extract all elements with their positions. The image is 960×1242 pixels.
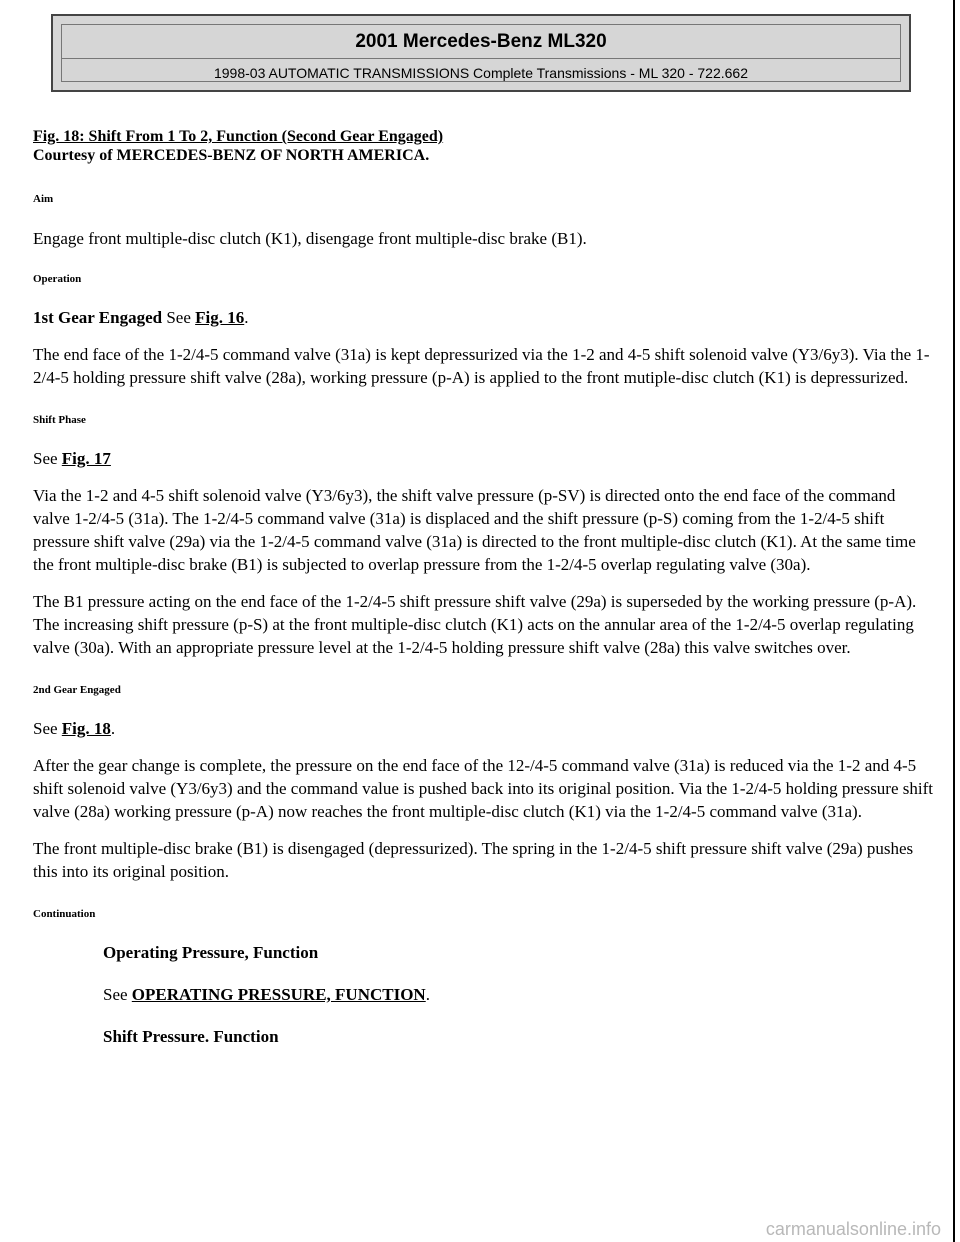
fig-16-link[interactable]: Fig. 16 <box>195 308 245 327</box>
header-title: 2001 Mercedes-Benz ML320 <box>355 31 607 52</box>
header-frame <box>61 24 901 82</box>
first-gear-label: 1st Gear Engaged <box>33 308 163 327</box>
first-gear-see: See <box>166 308 191 327</box>
second-gear-see-line: See Fig. 18. <box>33 719 116 738</box>
site-watermark: carmanualsonline.info <box>765 1219 941 1239</box>
second-gear-text-1: After the gear change is complete, the pressure on the end face of the 12-/4-5 command valve (31a) is reduced via the 1-2 and 4-5 shift solenoid valve (Y3/6y3) and the command value is pushed back into its original position. Via the 1-2/4-5 holding pressure shift valve (28a) working pressure (p-A) now reaches the front multiple-disc clutch (K1) via the 1-2/4-5 command valve (31a). <box>33 756 933 821</box>
page-header <box>51 14 911 92</box>
aim-text: Engage front multiple-disc clutch (K1), disengage front multiple-disc brake (B1). <box>33 229 587 248</box>
second-gear-see: See <box>33 719 58 738</box>
aim-heading: Aim <box>33 193 54 205</box>
figure-courtesy: Courtesy of MERCEDES-BENZ OF NORTH AMERICA. <box>33 147 430 164</box>
operating-pressure-title: Operating Pressure, Function <box>103 943 319 962</box>
operating-pressure-link[interactable]: OPERATING PRESSURE, FUNCTION <box>131 985 426 1004</box>
operating-pressure-see: See <box>103 985 128 1004</box>
continuation-block <box>33 941 933 1048</box>
fig-18-link[interactable]: Fig. 18 <box>61 719 111 738</box>
continuation-heading: Continuation <box>33 908 96 920</box>
second-gear-heading: 2nd Gear Engaged <box>33 684 121 696</box>
shift-phase-see: See <box>33 449 58 468</box>
shift-phase-text-1: Via the 1-2 and 4-5 shift solenoid valve (Y3/6y3), the shift valve pressure (p-SV) is directed onto the end face of the command valve 1-2/4-5 (31a). The 1-2/4-5 command valve (31a) is displaced and the shift pressure (p-S) coming from the 1-2/4-5 shift pressure shift valve (29a) via the 1-2/4-5 command valve (31a) is directed to the front multiple-disc clutch (K1). At the same time the front multiple-disc brake (B1) is subjected to overlap pressure from the 1-2/4-5 overlap regulating valve (30a). <box>33 486 916 574</box>
second-gear-text-2: The front multiple-disc brake (B1) is disengaged (depressurized). The spring in the 1-2/4-5 shift pressure shift valve (29a) pushes this into its original position. <box>33 839 914 881</box>
operation-heading: Operation <box>33 273 82 285</box>
header-divider <box>62 58 900 59</box>
figure-caption: Fig. 18: Shift From 1 To 2, Function (Second Gear Engaged) <box>33 128 444 145</box>
shift-pressure-title: Shift Pressure. Function <box>103 1027 279 1046</box>
header-subtitle: 1998-03 AUTOMATIC TRANSMISSIONS Complete Transmissions - ML 320 - 722.662 <box>213 65 749 81</box>
fig-17-link[interactable]: Fig. 17 <box>61 449 111 468</box>
first-gear-line: 1st Gear Engaged See Fig. 16. <box>33 308 249 327</box>
shift-phase-heading: Shift Phase <box>33 414 86 426</box>
shift-phase-text-2: The B1 pressure acting on the end face of the 1-2/4-5 shift pressure shift valve (29a) is superseded by the working pressure (p-A). The increasing shift pressure (p-S) at the front multiple-disc clutch (K1) acts on the annular area of the 1-2/4-5 overlap regulating valve (30a). With an appropriate pressure level at the 1-2/4-5 holding pressure shift valve (28a) this valve switches over. <box>33 592 917 657</box>
shift-phase-see-line <box>33 447 933 470</box>
document-body <box>33 127 933 1048</box>
operating-pressure-see-line: See OPERATING PRESSURE, FUNCTION. <box>103 985 430 1004</box>
first-gear-text: The end face of the 1-2/4-5 command valve (31a) is kept depressurized via the 1-2 and 4-5 shift solenoid valve (Y3/6y3). Via the 1-2/4-5 holding pressure shift valve (28a), working pressure (p-A) is applied to the front mutiple-disc clutch (K1) is depressurized. <box>33 345 930 387</box>
